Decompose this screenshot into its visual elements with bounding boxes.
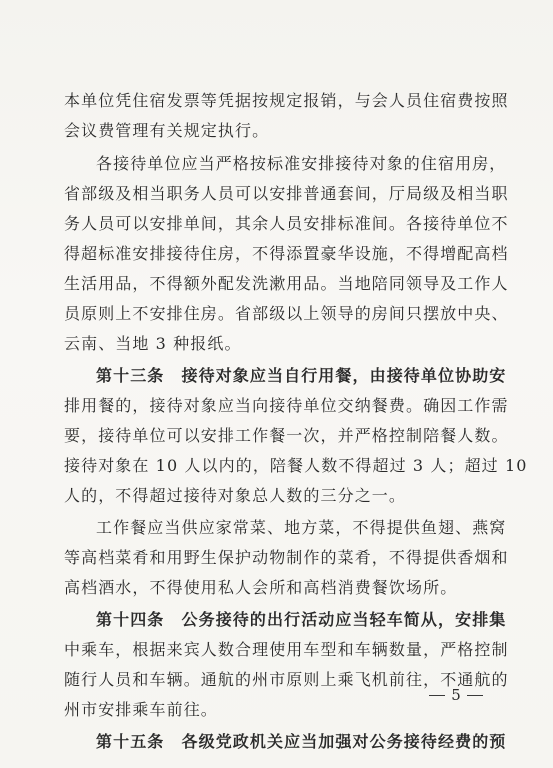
text-line: 员原则上不安排住房。省部级以上领导的房间只摆放中央、	[64, 304, 509, 323]
dash-left	[429, 695, 445, 696]
text-line: 要，接待单位可以安排工作餐一次，并严格控制陪餐人数。	[64, 426, 509, 445]
paragraph-start-line: 工作餐应当供应家常菜、地方菜，不得提供鱼翅、燕窝	[96, 518, 507, 537]
text-line: 务人员可以安排单间，其余人员安排标准间。各接待单位不	[64, 214, 509, 233]
text-line: 云南、当地 3 种报纸。	[64, 334, 242, 353]
text-line: 省部级及相当职务人员可以安排普通套间，厅局级及相当职	[64, 184, 509, 203]
text-line: 得超标准安排接待住房，不得添置豪华设施，不得增配高档	[64, 244, 509, 263]
text-line: 接待对象在 10 人以内的，陪餐人数不得超过 3 人；超过 10	[64, 456, 528, 475]
article-15-heading-line: 第十五条 各级党政机关应当加强对公务接待经费的预	[96, 732, 507, 751]
text-line: 州市安排乘车前往。	[64, 700, 218, 719]
dash-right	[467, 695, 483, 696]
text-line: 等高档菜肴和用野生保护动物制作的菜肴，不得提供香烟和	[64, 548, 509, 567]
text-line: 高档酒水，不得使用私人会所和高档消费餐饮场所。	[64, 578, 458, 597]
text-line: 排用餐的，接待对象应当向接待单位交纳餐费。确因工作需	[64, 396, 509, 415]
text-line: 生活用品，不得额外配发洗漱用品。当地陪同领导及工作人	[64, 274, 509, 293]
text-line: 本单位凭住宿发票等凭据按规定报销，与会人员住宿费按照	[64, 91, 509, 110]
text-line: 随行人员和车辆。通航的州市原则上乘飞机前往，不通航的	[64, 670, 509, 689]
page-number-value: 5	[451, 686, 461, 704]
article-14-heading-line: 第十四条 公务接待的出行活动应当轻车简从，安排集	[96, 610, 507, 629]
article-13-heading-line: 第十三条 接待对象应当自行用餐，由接待单位协助安	[96, 366, 507, 385]
text-line: 会议费管理有关规定执行。	[64, 121, 270, 140]
page-number	[424, 684, 488, 704]
text-line: 人的，不得超过接待对象总人数的三分之一。	[64, 486, 407, 505]
text-line: 中乘车，根据来宾人数合理使用车型和车辆数量，严格控制	[64, 640, 509, 659]
paragraph-start-line: 各接待单位应当严格按标准安排接待对象的住宿用房，	[96, 154, 507, 173]
